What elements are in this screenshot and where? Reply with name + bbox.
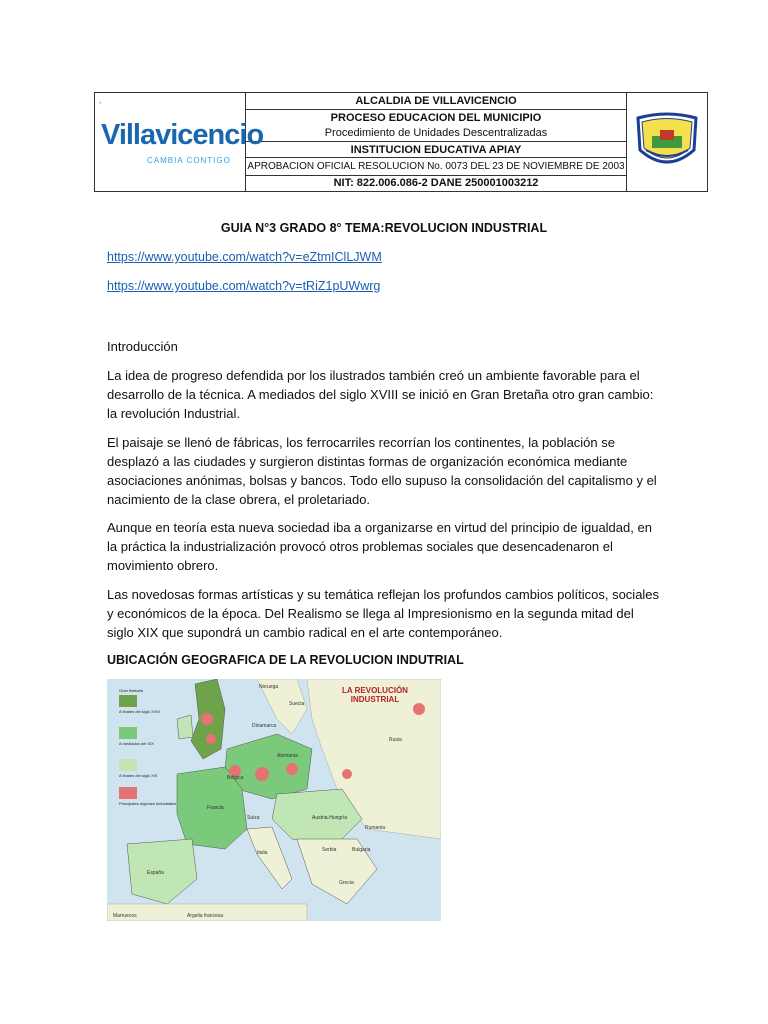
legend-label-2: A mediados del XIX	[119, 741, 154, 746]
legend-label-0: Gran Bretaña	[119, 688, 144, 693]
map-label-espana: España	[147, 870, 164, 876]
paragraph-2-text: El paisaje se llenó de fábricas, los ferrocarriles recorrían los continentes, la población se desplazó a las ciudades y surgieron distintas formas de organización económica mediante asociaciones anónimas, bolsas y bancos. Todo ello supuso la consolidación del capitalismo y el nacimiento de la clase obrera, el proletariado.	[107, 435, 657, 507]
map-title-line-1: LA REVOLUCIÓN	[342, 686, 408, 695]
paragraph-3-text: Aunque en teoría esta nueva sociedad iba a organizarse en virtud del principio de igualdad, en la práctica la industrialización provocó otros problemas sociales que desencadenaron el movimiento obrero.	[107, 520, 652, 573]
header-row-proceso	[246, 110, 626, 142]
map-label-marruecos: Marruecos	[113, 913, 137, 919]
map-label-austria-hungria: Austria-Hungría	[312, 815, 348, 821]
map-label-suiza: Suiza	[247, 815, 260, 821]
paragraph-2	[107, 433, 662, 509]
paragraph-3	[107, 518, 662, 575]
header-info	[246, 93, 627, 191]
procedimiento-label: Procedimiento de Unidades Descentralizadas	[324, 126, 548, 139]
youtube-link-2[interactable]: https://www.youtube.com/watch?v=tRiZ1pUWwrg	[107, 279, 381, 293]
map-label-belgica: Bélgica	[227, 775, 244, 781]
tick-mark: ˎ	[99, 95, 102, 104]
section-heading: UBICACIÓN GEOGRAFICA DE LA REVOLUCION INDUTRIAL	[107, 653, 464, 667]
paragraph-1-text: La idea de progreso defendida por los ilustrados también creó un ambiente favorable para el desarrollo de la técnica. A mediados del siglo XVIII se inició en Gran Bretaña otro gran cambio: la revolución Industrial.	[107, 368, 654, 421]
europe-map-image	[107, 679, 441, 921]
map-label-rumania: Rumania	[365, 825, 386, 831]
legend-label-3: A finales del siglo XIX	[119, 773, 158, 778]
map-label-argelia: Argelia francesa	[187, 913, 224, 919]
logo-cell	[95, 93, 264, 191]
header-row-aprobacion: APROBACION OFICIAL RESOLUCION No. 0073 DEL 23 DE NOVIEMBRE DE 2003	[246, 158, 626, 175]
header-row-alcaldia: ALCALDIA DE VILLAVICENCIO	[246, 93, 626, 110]
seal-cell	[627, 93, 707, 191]
map-label-rusia: Rusia	[389, 737, 402, 743]
map-title-line-2: INDUSTRIAL	[350, 695, 400, 704]
map-label-noruega: Noruega	[259, 684, 279, 690]
intro-heading: Introducción	[107, 339, 178, 354]
map-label-dinamarca: Dinamarca	[252, 723, 277, 729]
logo-tagline: CAMBIA CONTIGO	[147, 156, 231, 165]
paragraph-4	[107, 585, 662, 642]
header-row-institucion: INSTITUCION EDUCATIVA APIAY	[246, 142, 626, 158]
map-label-grecia: Grecia	[339, 880, 354, 886]
guide-title: GUIA N°3 GRADO 8° TEMA:REVOLUCION INDUSTRIAL	[220, 221, 548, 235]
map-label-bulgaria: Bulgaria	[352, 847, 371, 853]
paragraph-1	[107, 366, 662, 423]
proceso-label: PROCESO EDUCACION DEL MUNICIPIO	[330, 111, 542, 124]
map-label-serbia: Serbia	[322, 847, 337, 853]
map-label-italia: Italia	[257, 850, 268, 856]
legend-label-4: Principales regiones industriales	[119, 801, 177, 806]
paragraph-4-text: Las novedosas formas artísticas y su temática reflejan los profundos cambios políticos, sociales y económicos de la época. Del Realismo se llega al Impresionismo en la segunda mitad del siglo XIX que supondrá un cambio radical en el arte contemporáneo.	[107, 587, 660, 640]
school-seal-icon	[632, 110, 702, 174]
map-label-francia: Francia	[207, 805, 224, 811]
header-row-nit: NIT: 822.006.086-2 DANE 250001003212	[333, 177, 539, 190]
map-label-alemania: Alemania	[277, 753, 298, 759]
industrial-revolution-map	[107, 679, 441, 921]
youtube-link-1[interactable]: https://www.youtube.com/watch?v=eZtmIClLJWM	[107, 250, 382, 264]
legend-label-1: A finales del siglo XVIII	[119, 709, 160, 714]
villavicencio-logo: Villavicencio	[101, 119, 264, 151]
header-table	[94, 92, 708, 192]
map-label-suecia: Suecia	[289, 701, 305, 707]
